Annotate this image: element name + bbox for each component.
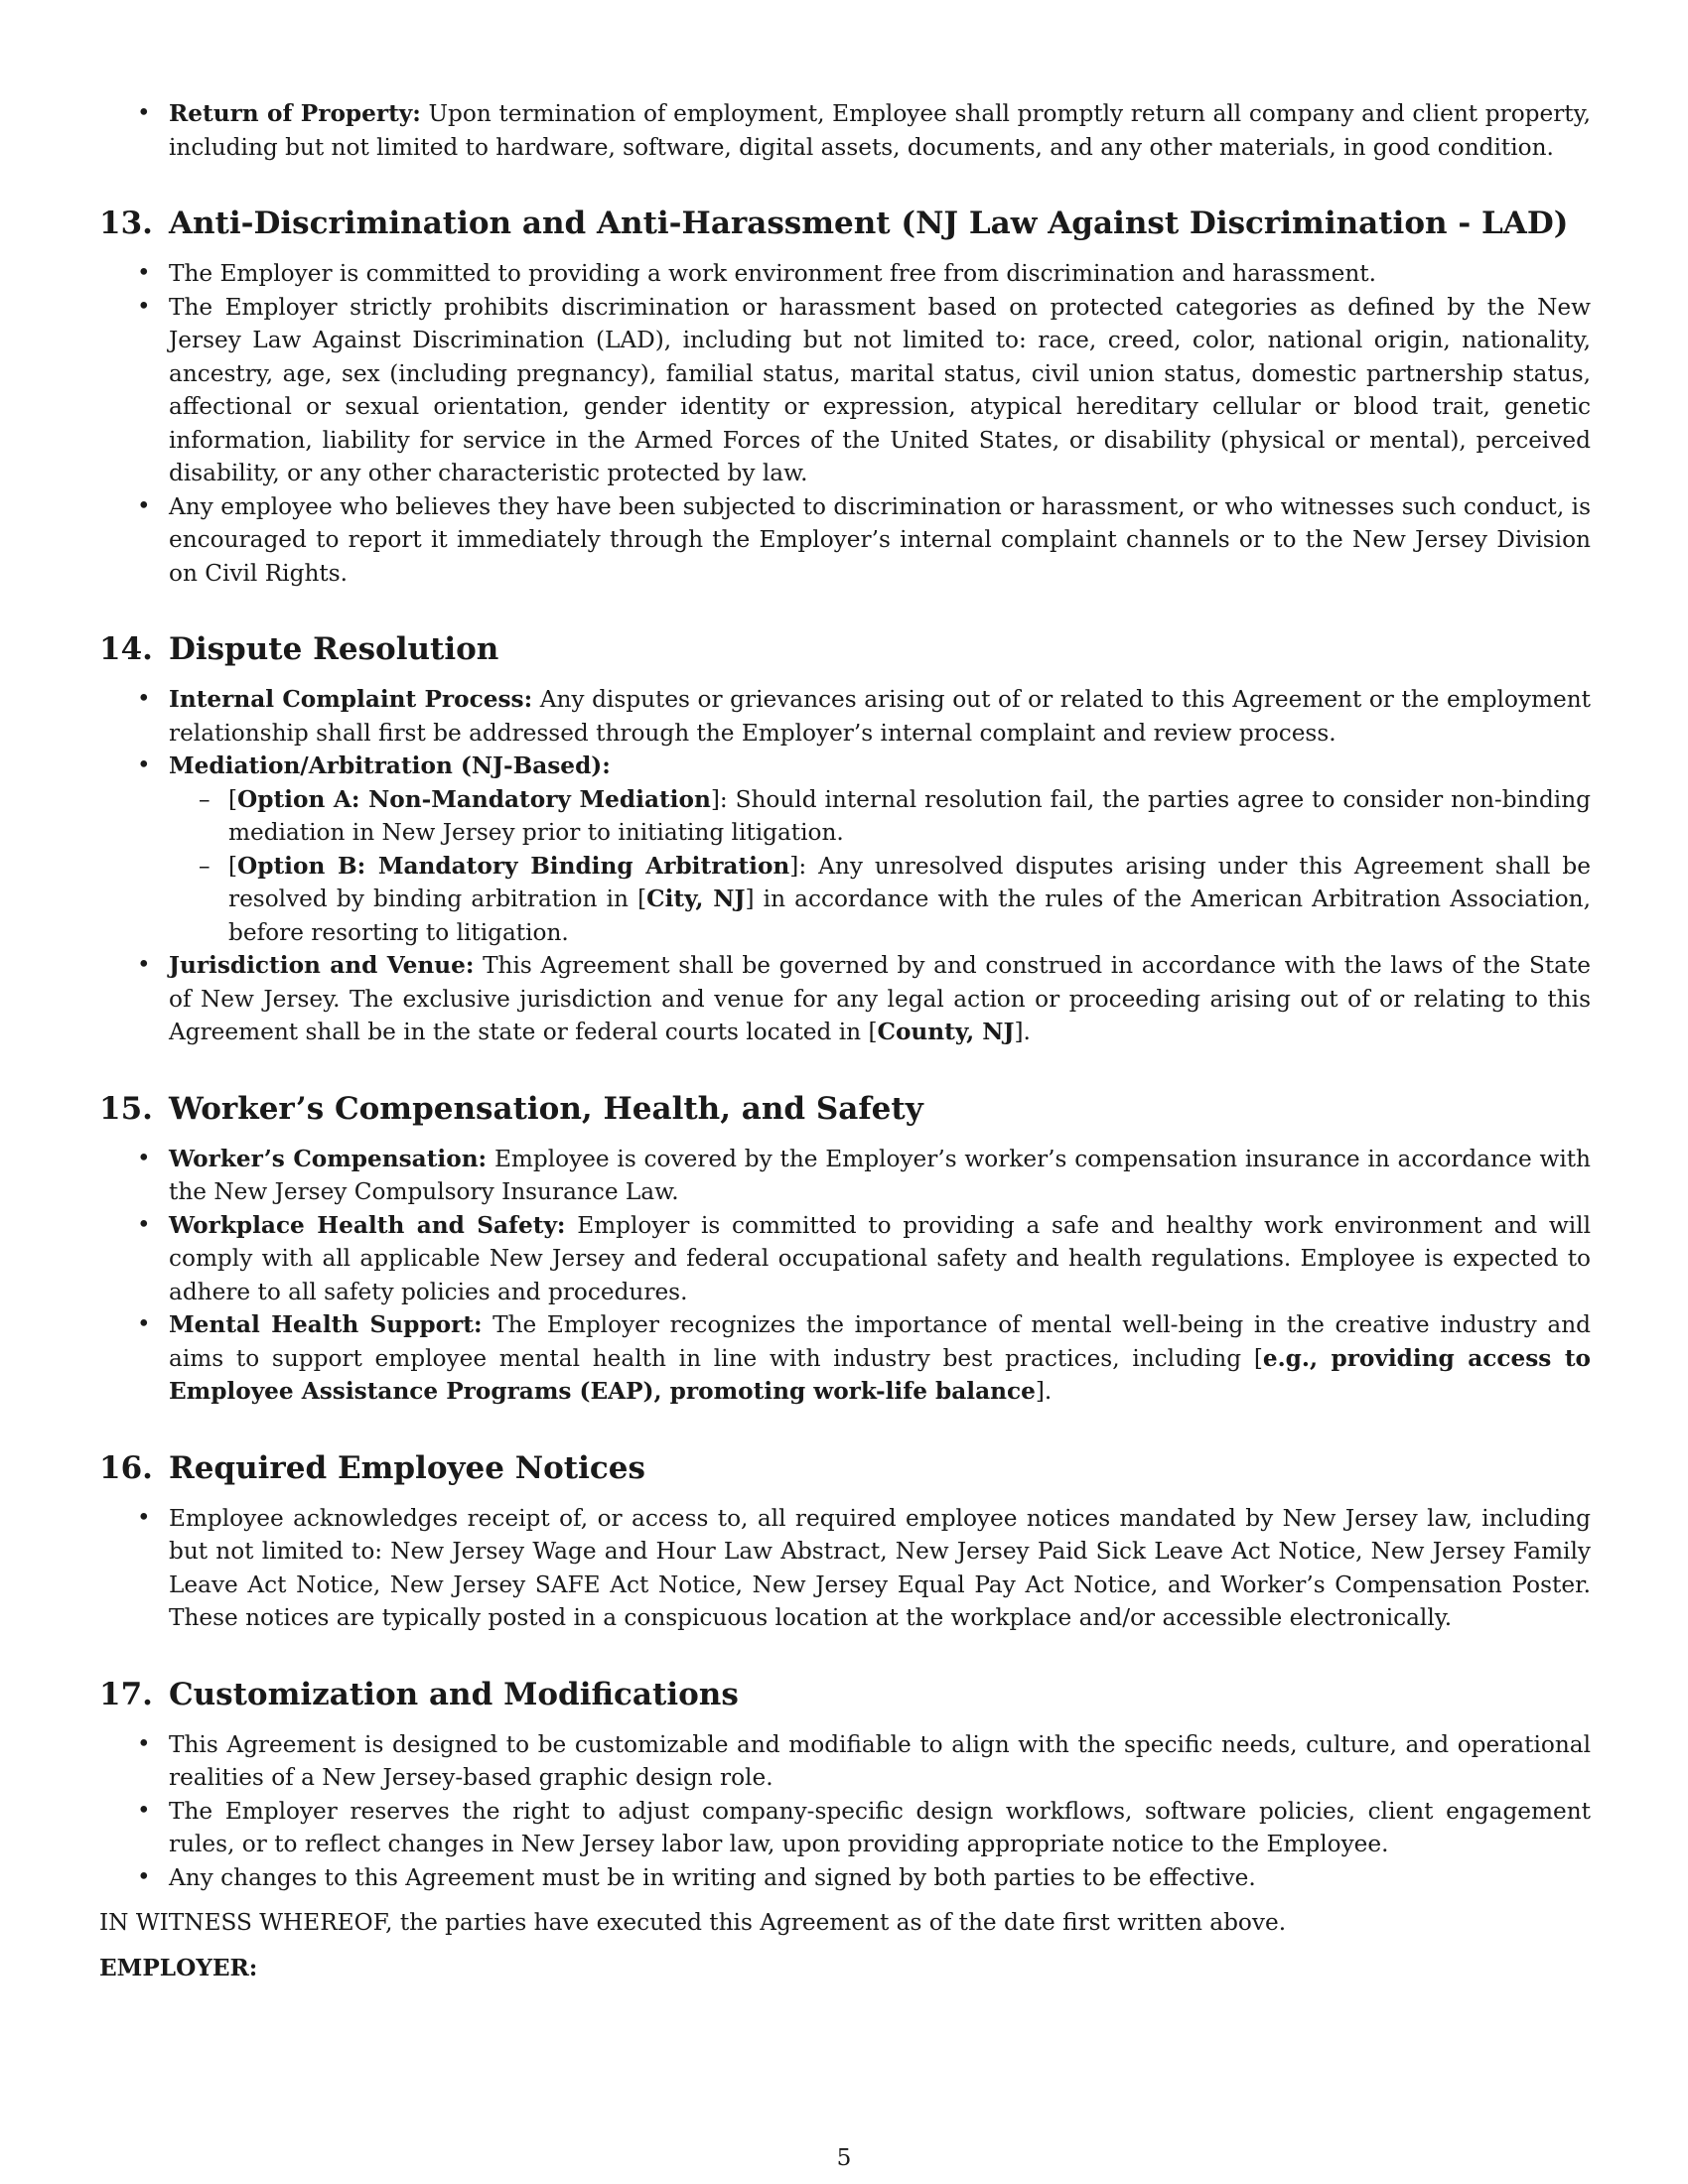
- option-a-label: Option A: Non-Mandatory Mediation: [237, 785, 711, 813]
- witness-statement: IN WITNESS WHEREOF, the parties have executed this Agreement as of the date first written above.: [99, 1909, 1287, 1936]
- section-17-title: Customization and Modifications: [168, 1676, 739, 1712]
- jurisdiction-text: This Agreement shall be governed by and construed in accordance with the laws of the State of New Jersey. The exclusive jurisdiction and venue for any legal action or proceeding arising out of or relating to this Agreement shall be in the state or federal courts located in: [169, 952, 1592, 1045]
- section-14-heading: [99, 629, 1591, 669]
- mental-health-text: The Employer recognizes the importance of mental well-being in the creative industry and aims to support employee mental health in line with industry best practices, including: [169, 1311, 1591, 1372]
- return-property-text: Upon termination of employment, Employee shall promptly return all company and client property, including but not limited to hardware, software, digital assets, documents, and any other materials, in good condition.: [169, 100, 1592, 161]
- section-13-item-2: • The Employer strictly prohibits discrimination or harassment based on protected categories as defined by the New Jersey Law Against Discrimination (LAD), including but not limited to: race, creed, color, national origin, nationality, ancestry, age, sex (including pregnancy), familial status, marital status, civil union status, domestic partnership status, affectional or sexual orientation, gender identity or expression, atypical hereditary cellular or blood trait, genetic information, liability for service in the Armed Forces of the United States, or disability (physical or mental), perceived disability, or any other characteristic protected by law.: [99, 291, 1591, 490]
- internal-complaint-item: [99, 683, 1591, 750]
- section-15-number: 15.: [99, 1090, 153, 1127]
- jurisdiction-label: Jurisdiction and Venue:: [169, 952, 475, 979]
- health-safety-item: [99, 1209, 1591, 1309]
- option-b-item: – [Option B: Mandatory Binding Arbitration]: Any unresolved disputes arising under this Agreement shall be resolved by binding arbitration in [City, NJ] in accordance with the rules of the American Arbitration Association, before resorting to litigation.: [169, 850, 1591, 950]
- return-property-list: [99, 97, 1591, 164]
- health-safety-text: Employer is committed to providing a safe and healthy work environment and will comply with all applicable New Jersey and federal occupational safety and health regulations. Employee is expected to adhere to all safety policies and procedures.: [169, 1211, 1591, 1305]
- section-17-number: 17.: [99, 1676, 153, 1712]
- jurisdiction-item: • Jurisdiction and Venue: This Agreement shall be governed by and construed in accordance with the laws of the State of New Jersey. The exclusive jurisdiction and venue for any legal action or proceeding arising out of or relating to this Agreement shall be in the state or federal courts located in [County, NJ].: [99, 949, 1591, 1049]
- section-17-heading: [99, 1675, 1591, 1714]
- employer-label: EMPLOYER:: [99, 1954, 258, 1981]
- section-16-item-1: • Employee acknowledges receipt of, or access to, all required employee notices mandated by New Jersey law, including but not limited to: New Jersey Wage and Hour Law Abstract, New Jersey Paid Sick Leave Act Notice, New Jersey Family Leave Act Notice, New Jersey SAFE Act Notice, New Jersey Equal Pay Act Notice, and Worker’s Compensation Poster. These notices are typically posted in a conspicuous location at the workplace and/or accessible electronically.: [99, 1502, 1591, 1635]
- mediation-item: [99, 750, 1591, 949]
- option-a-text: : Should internal resolution fail, the parties agree to consider non-binding mediation in New Jersey prior to initiating litigation.: [228, 785, 1591, 846]
- option-a-item: – [Option A: Non-Mandatory Mediation]: Should internal resolution fail, the parties agree to consider non-binding mediation in New Jersey prior to initiating litigation.: [169, 783, 1591, 850]
- section-15-list: [99, 1143, 1591, 1409]
- workers-comp-text: Employee is covered by the Employer’s worker’s compensation insurance in accordance with the New Jersey Compulsory Insurance Law.: [169, 1145, 1591, 1205]
- option-b-label: Option B: Mandatory Binding Arbitration: [237, 852, 790, 880]
- section-13-item-3: • Any employee who believes they have been subjected to discrimination or harassment, or who witnesses such conduct, is encouraged to report it immediately through the Employer’s internal complaint channels or to the New Jersey Division on Civil Rights.: [99, 490, 1591, 591]
- section-16-heading: [99, 1448, 1591, 1488]
- section-15-heading: [99, 1089, 1591, 1129]
- section-17-item-1: • This Agreement is designed to be customizable and modifiable to align with the specific needs, culture, and operational realities of a New Jersey-based graphic design role.: [99, 1728, 1591, 1795]
- document-page: [99, 97, 1591, 1984]
- section-15-title: Worker’s Compensation, Health, and Safety: [168, 1090, 923, 1127]
- workers-comp-label: Worker’s Compensation:: [169, 1145, 488, 1172]
- mediation-options-list: [169, 783, 1591, 950]
- section-16-list: [99, 1502, 1591, 1635]
- page-number: 5: [836, 2144, 852, 2171]
- section-14-list: [99, 683, 1591, 1049]
- section-13-item-1: • The Employer is committed to providing a work environment free from discrimination and harassment.: [99, 257, 1591, 291]
- section-17-item-3: • Any changes to this Agreement must be in writing and signed by both parties to be effective.: [99, 1861, 1591, 1895]
- section-13-number: 13.: [99, 205, 153, 241]
- section-14-title: Dispute Resolution: [168, 631, 499, 667]
- option-b-city: City, NJ: [646, 886, 746, 912]
- mental-health-item: • Mental Health Support: The Employer recognizes the importance of mental well-being in the creative industry and aims to support employee mental health in line with industry best practices, including [e.g., providing access to Employee Assistance Programs (EAP), promoting work-life balance].: [99, 1308, 1591, 1409]
- section-14-number: 14.: [99, 631, 153, 667]
- health-safety-label: Workplace Health and Safety:: [169, 1211, 566, 1239]
- section-16-number: 16.: [99, 1449, 153, 1486]
- jurisdiction-county: County, NJ: [877, 1019, 1015, 1045]
- mental-health-example: e.g., providing access to Employee Assistance Programs (EAP), promoting work-life balance: [169, 1344, 1591, 1405]
- option-b-text-1: : Any unresolved disputes arising under this Agreement shall be resolved by binding arbitration in: [228, 852, 1591, 912]
- option-b-text-2: in accordance with the rules of the American Arbitration Association, before resorting to litigation.: [228, 886, 1591, 946]
- section-16-title: Required Employee Notices: [168, 1449, 645, 1486]
- return-property-label: Return of Property:: [169, 100, 421, 127]
- section-17-item-2: • The Employer reserves the right to adjust company-specific design workflows, software policies, client engagement rules, or to reflect changes in New Jersey labor law, upon providing appropriate notice to the Employee.: [99, 1795, 1591, 1861]
- mental-health-label: Mental Health Support:: [169, 1311, 483, 1338]
- internal-complaint-text: Any disputes or grievances arising out of or related to this Agreement or the employment relationship shall first be addressed through the Employer’s internal complaint and review process.: [169, 686, 1591, 747]
- section-13-title: Anti-Discrimination and Anti-Harassment (NJ Law Against Discrimination - LAD): [168, 205, 1569, 241]
- internal-complaint-label: Internal Complaint Process:: [169, 686, 533, 713]
- workers-comp-item: [99, 1143, 1591, 1209]
- section-17-list: [99, 1728, 1591, 1895]
- return-property-item: [99, 97, 1591, 164]
- mediation-label: Mediation/Arbitration (NJ-Based):: [169, 752, 611, 779]
- section-13-heading: [99, 204, 1591, 243]
- section-13-list: [99, 257, 1591, 590]
